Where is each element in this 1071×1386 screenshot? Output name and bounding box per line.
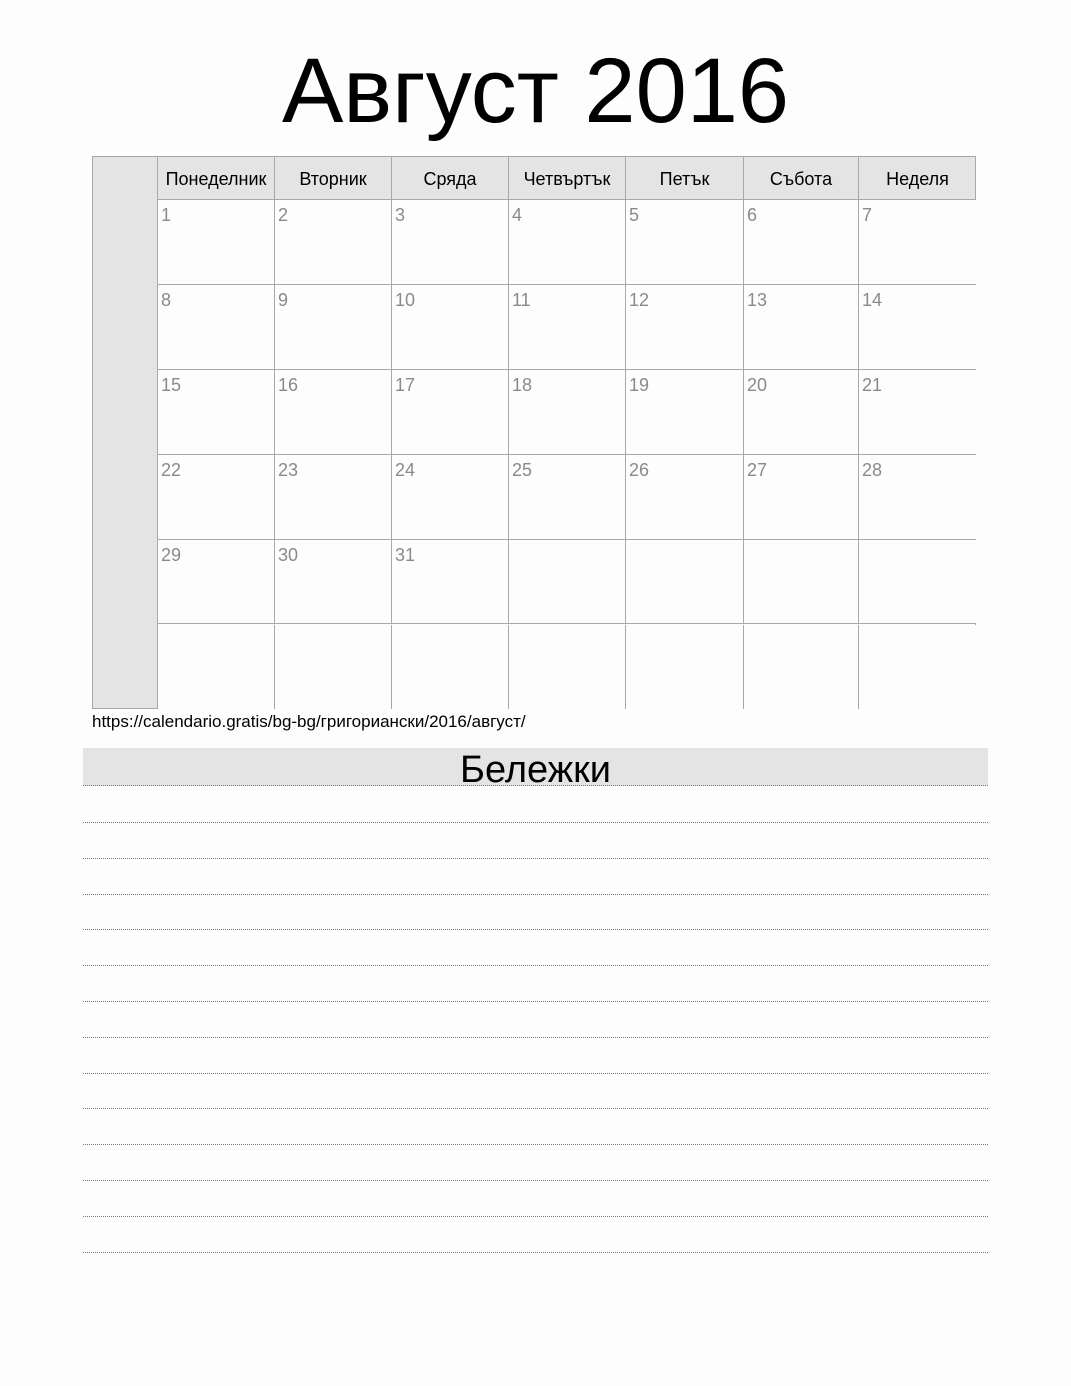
day-cell[interactable] bbox=[392, 370, 509, 455]
day-number: 10 bbox=[395, 289, 416, 310]
weekday-header: Сряда bbox=[392, 157, 509, 199]
day-cell[interactable] bbox=[158, 540, 275, 625]
day-cell[interactable] bbox=[158, 285, 275, 370]
day-cell[interactable] bbox=[744, 285, 859, 370]
day-cell[interactable] bbox=[275, 370, 392, 455]
day-cell[interactable] bbox=[626, 455, 744, 540]
day-cell[interactable] bbox=[275, 200, 392, 285]
weekday-header: Петък bbox=[626, 157, 744, 199]
weekday-header: Понеделник bbox=[158, 157, 275, 199]
note-line bbox=[83, 1073, 988, 1074]
day-cell[interactable] bbox=[158, 625, 275, 710]
day-cell[interactable] bbox=[509, 200, 626, 285]
day-cell[interactable] bbox=[859, 200, 976, 285]
day-cell[interactable] bbox=[392, 625, 509, 710]
weekday-header: Неделя bbox=[886, 169, 949, 189]
day-number: 12 bbox=[629, 289, 650, 310]
calendar-days-grid bbox=[158, 157, 975, 708]
day-number: 21 bbox=[862, 374, 883, 395]
day-cell[interactable] bbox=[744, 540, 859, 625]
note-line bbox=[83, 858, 988, 859]
day-number: 16 bbox=[278, 374, 299, 395]
day-cell[interactable] bbox=[158, 455, 275, 540]
day-number: 1 bbox=[161, 205, 172, 225]
day-number: 4 bbox=[512, 205, 523, 225]
day-number: 25 bbox=[512, 459, 533, 480]
day-cell[interactable] bbox=[626, 200, 744, 285]
day-cell[interactable] bbox=[859, 455, 976, 540]
calendar-title: Август 2016 bbox=[281, 40, 790, 142]
day-number: 13 bbox=[747, 289, 768, 310]
note-line bbox=[83, 822, 988, 823]
note-line bbox=[83, 1180, 988, 1181]
day-number: 3 bbox=[395, 205, 406, 225]
day-number: 28 bbox=[862, 459, 883, 480]
day-number: 15 bbox=[161, 374, 182, 395]
day-cell[interactable] bbox=[744, 625, 859, 710]
note-line bbox=[83, 1108, 988, 1109]
day-number: 9 bbox=[278, 289, 289, 310]
day-number: 30 bbox=[278, 544, 299, 565]
day-number: 14 bbox=[862, 289, 883, 310]
day-cell[interactable] bbox=[275, 625, 392, 710]
note-line bbox=[83, 894, 988, 895]
note-line bbox=[83, 929, 988, 930]
day-cell[interactable] bbox=[626, 370, 744, 455]
day-cell[interactable] bbox=[158, 370, 275, 455]
day-number: 7 bbox=[862, 205, 873, 225]
day-cell[interactable] bbox=[509, 455, 626, 540]
weekday-header-row bbox=[158, 157, 975, 200]
day-cell[interactable] bbox=[744, 200, 859, 285]
day-cell[interactable] bbox=[392, 455, 509, 540]
note-line bbox=[83, 965, 988, 966]
day-cell[interactable] bbox=[509, 625, 626, 710]
day-number: 11 bbox=[512, 289, 531, 310]
day-cell[interactable] bbox=[509, 370, 626, 455]
source-url[interactable]: https://calendario.gratis/bg-bg/григориански/2016/август/ bbox=[92, 712, 526, 731]
week-number-column bbox=[93, 157, 158, 708]
day-number: 18 bbox=[512, 374, 533, 395]
day-cell[interactable] bbox=[626, 285, 744, 370]
day-cell[interactable] bbox=[859, 370, 976, 455]
day-number: 6 bbox=[747, 205, 758, 225]
day-cell[interactable] bbox=[509, 285, 626, 370]
day-cell[interactable] bbox=[626, 540, 744, 625]
day-number: 29 bbox=[161, 544, 182, 565]
day-number: 8 bbox=[161, 289, 172, 310]
day-cell[interactable] bbox=[275, 285, 392, 370]
note-line bbox=[83, 1216, 988, 1217]
day-number: 31 bbox=[395, 544, 416, 565]
day-number: 27 bbox=[747, 459, 768, 480]
calendar-grid bbox=[92, 156, 976, 709]
day-number: 23 bbox=[278, 459, 299, 480]
day-cell[interactable] bbox=[275, 455, 392, 540]
day-number: 26 bbox=[629, 459, 650, 480]
day-cell[interactable] bbox=[744, 455, 859, 540]
day-cell[interactable] bbox=[626, 625, 744, 710]
day-cell[interactable] bbox=[859, 285, 976, 370]
day-number: 5 bbox=[629, 205, 640, 225]
note-line bbox=[83, 1144, 988, 1145]
day-cell[interactable] bbox=[275, 540, 392, 625]
day-number: 17 bbox=[395, 374, 416, 395]
note-line bbox=[83, 1252, 988, 1253]
note-line bbox=[83, 1001, 988, 1002]
note-line bbox=[83, 1037, 988, 1038]
weekday-header: Събота bbox=[744, 157, 859, 199]
day-cell[interactable] bbox=[744, 370, 859, 455]
notes-title: Бележки bbox=[83, 748, 988, 786]
day-cell[interactable] bbox=[158, 200, 275, 285]
day-cell[interactable] bbox=[509, 540, 626, 625]
day-number: 24 bbox=[395, 459, 416, 480]
day-cell[interactable] bbox=[392, 200, 509, 285]
day-cell[interactable] bbox=[392, 540, 509, 625]
weekday-header: Вторник bbox=[275, 157, 392, 199]
day-number: 2 bbox=[278, 205, 289, 225]
day-cell[interactable] bbox=[859, 625, 976, 710]
weekday-header: Четвъртък bbox=[509, 157, 626, 199]
day-number: 20 bbox=[747, 374, 768, 395]
day-number: 22 bbox=[161, 459, 182, 480]
day-cell[interactable] bbox=[859, 540, 976, 625]
day-number: 19 bbox=[629, 374, 650, 395]
day-cell[interactable] bbox=[392, 285, 509, 370]
